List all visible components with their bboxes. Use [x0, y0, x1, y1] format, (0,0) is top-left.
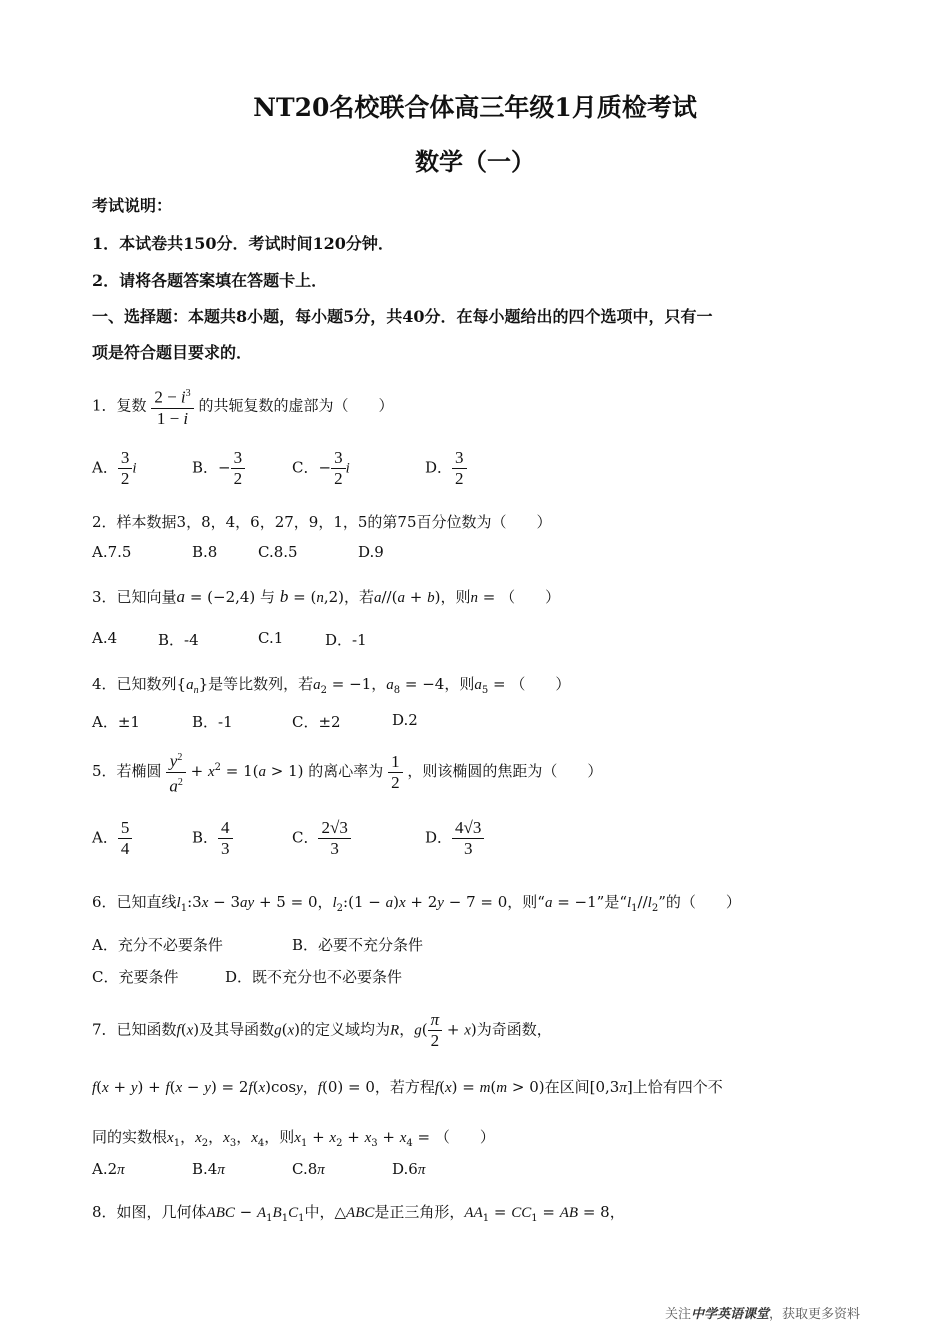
- q1-option-c: C．− $\frac{3}{2}$ i: [292, 448, 350, 488]
- q3-option-c: C.1: [258, 629, 284, 647]
- q5-option-b: B． $\frac{4}{3}$: [192, 818, 233, 859]
- question-4: 4．已知数列$\{a_n\}$是等比数列，若$a_2 = -1$，$a_8 = -4$，则$a_5$ = （ ）: [92, 675, 571, 696]
- q1-option-d: D． $\frac{3}{2}$: [425, 448, 467, 489]
- q5-option-d: D． $\frac{4√3}{3}$: [425, 818, 484, 859]
- q2-option-a: A.7.5: [92, 543, 132, 561]
- exam-title: NT20名校联合体高三年级1月质检考试: [253, 93, 697, 122]
- instruction-item-2: 2．请将各题答案填在答题卡上．: [92, 271, 328, 290]
- q7-option-a: A.2π: [92, 1160, 125, 1178]
- q6-option-b: B．必要不充分条件: [292, 936, 424, 954]
- question-6: 6．已知直线$l_1:3x - 3ay + 5 = 0$，$l_2:(1 - a)x + 2y - 7 = 0$，则“a = −1”是“$l_1//l_2$”的（ ）: [92, 893, 741, 914]
- q1-suffix: 的共轭复数的虚部为（ ）: [198, 396, 394, 415]
- q3-option-b: B．-4: [158, 631, 199, 649]
- q6-option-a: A．充分不必要条件: [92, 936, 223, 954]
- question-5: 5．若椭圆 $\frac{y^2}{a^2}$ + $x^2 = 1(a > 1)$ 的离心率为 $\frac{1}{2}$ ，则该椭圆的焦距为（ ）: [92, 748, 602, 796]
- q4-option-a: A．±1: [92, 713, 140, 731]
- q7-option-d: D.6π: [392, 1160, 426, 1178]
- q1-option-a: A． $\frac{3}{2}$ i: [92, 448, 137, 488]
- q2-option-d: D.9: [358, 543, 384, 561]
- q1-option-b: B．− $\frac{3}{2}$: [192, 448, 245, 489]
- footer-note: 关注中学英语课堂，获取更多资料: [664, 1307, 860, 1322]
- question-7-line-1: 7．已知函数f(x)及其导函数g(x)的定义域均为R，g( $\frac{\pi}{2}$ + x)为奇函数，: [92, 1010, 552, 1050]
- question-3: 3．已知向量a = (−2,4) 与 b = (n,2)，若a//(a + b)，则n = （ ）: [92, 587, 561, 606]
- q1-prefix: 1．复数: [92, 396, 147, 415]
- question-2: 2．样本数据3，8，4，6，27，9，1，5的第75百分位数为（ ）: [92, 513, 552, 531]
- q6-option-c: C．充要条件: [92, 968, 179, 986]
- section-heading-line-1: 一、选择题：本题共8小题，每小题5分，共40分．在每小题给出的四个选项中，只有一: [92, 307, 713, 326]
- q3-option-a: A.4: [92, 629, 118, 647]
- question-7-line-3: 同的实数根$x_1$，$x_2$，$x_3$，$x_4$，则$x_1 + x_2 + x_3 + x_4$ = （ ）: [92, 1128, 495, 1149]
- q1-fraction: $\frac{2 - i^3}{1 - i}$: [151, 384, 193, 429]
- q4-option-c: C．±2: [292, 713, 341, 731]
- question-1: [92, 384, 393, 429]
- instructions-heading: 考试说明：: [92, 196, 173, 215]
- q7-option-b: B.4π: [192, 1160, 225, 1178]
- instruction-item-1: 1．本试卷共150分．考试时间120分钟．: [92, 234, 394, 253]
- section-heading-line-2: 项是符合题目要求的．: [92, 343, 253, 362]
- q7-option-c: C.8π: [292, 1160, 325, 1178]
- footer-brand: 中学英语课堂: [690, 1307, 769, 1322]
- question-7-line-2: f(x + y) + f(x − y) = 2f(x)cosy，f(0) = 0，若方程f(x) = m(m > 0)在区间[0,3π]上恰有四个不: [92, 1078, 723, 1096]
- q5-option-a: A． $\frac{5}{4}$: [92, 818, 132, 859]
- question-8: 8．如图，几何体ABC − $A_1B_1C_1$中，△ABC是正三角形，$AA_1 = CC_1$ = AB = 8，: [92, 1203, 625, 1224]
- exam-subtitle: 数学（一）: [415, 147, 535, 176]
- q2-option-b: B.8: [192, 543, 218, 561]
- q5-option-c: C． $\frac{2√3}{3}$: [292, 818, 351, 859]
- q6-option-d: D．既不充分也不必要条件: [225, 968, 403, 986]
- q4-option-d: D.2: [392, 711, 418, 729]
- q3-option-d: D．-1: [325, 631, 367, 649]
- q4-option-b: B．-1: [192, 713, 233, 731]
- q2-option-c: C.8.5: [258, 543, 298, 561]
